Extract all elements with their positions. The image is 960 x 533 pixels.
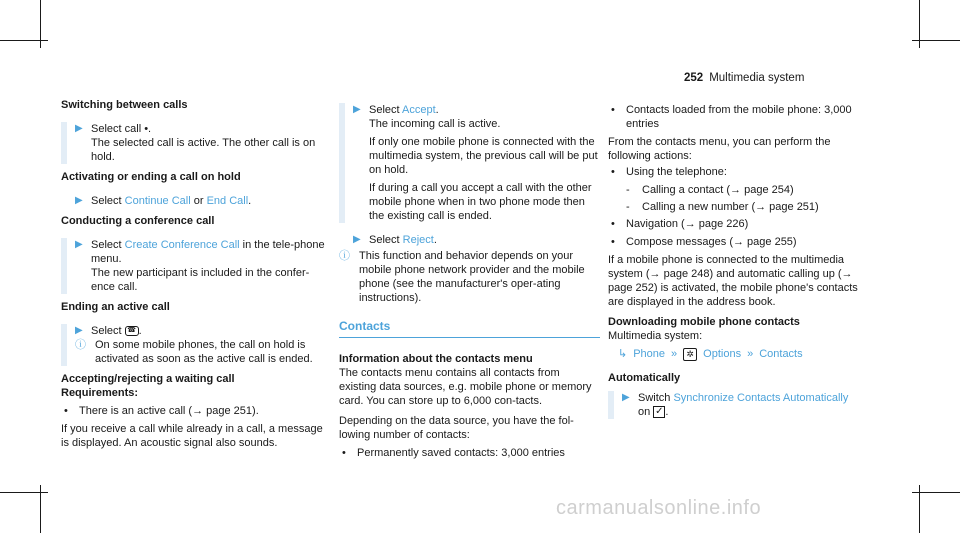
call-number-text: Calling a new number (→ page 251) <box>642 201 819 213</box>
options-menu-link[interactable]: Options <box>703 348 742 360</box>
contacts-menu-link[interactable]: Contacts <box>759 348 803 360</box>
column-left <box>61 98 329 450</box>
column-right <box>608 103 870 425</box>
step-arrow-icon: ▶ <box>353 104 361 115</box>
auto-heading: Automatically <box>608 372 681 384</box>
continue-call-link[interactable]: Continue Call <box>124 195 191 207</box>
list-item <box>339 446 600 460</box>
activating-heading: Activating or ending a call on hold <box>61 171 241 183</box>
waiting-text: If you receive a call while already in a call, a message is displayed. An acoustic signal also sounds. <box>61 423 323 449</box>
conference-prefix: Select <box>91 239 125 251</box>
activating-end: . <box>248 195 252 207</box>
info-heading: Information about the contacts menu <box>339 353 533 365</box>
column-middle <box>339 103 600 464</box>
requirement-text: There is an active call (→ page 251). <box>79 405 259 417</box>
switching-step-text: Select call •. <box>91 123 152 135</box>
ending-step: ▶ Select ☎ . ⓘ On some mobile phones, the call on hold is activated as soon as the active call is ended. <box>61 324 329 366</box>
reject-note: This function and behavior depends on your mobile phone network provider and the mobile phone (see the manufacturer's oper-ating instructions). <box>359 250 585 304</box>
step-arrow-icon: ▶ <box>75 123 83 134</box>
switching-heading: Switching between calls <box>61 99 188 111</box>
checkbox-checked-icon[interactable]: ✓ <box>655 406 664 418</box>
accept-link[interactable]: Accept <box>402 104 436 116</box>
saved-contacts-text: Permanently saved contacts: 3,000 entries <box>357 447 565 459</box>
switch-end: . <box>665 406 669 418</box>
list-item <box>608 235 870 249</box>
step-arrow-icon: ▶ <box>353 234 361 245</box>
step-arrow-icon: ▶ <box>75 325 83 336</box>
end-call-link[interactable]: End Call <box>206 195 249 207</box>
contacts-section-title: Contacts <box>339 319 600 338</box>
step-arrow-icon: ▶ <box>622 392 630 403</box>
activating-or: or <box>190 195 207 207</box>
switch-prefix: Switch <box>638 392 674 404</box>
menu-entry-icon: ↳ <box>618 348 628 360</box>
list-item <box>608 103 870 131</box>
crop-mark <box>0 492 48 493</box>
accept-prefix: Select <box>369 104 403 116</box>
reject-info <box>339 249 600 305</box>
data-source-text: Depending on the data source, you have the fol-lowing number of contacts: <box>339 415 574 441</box>
compose-text: Compose messages (→ page 255) <box>626 236 797 248</box>
telephone-text: Using the telephone: <box>626 166 727 178</box>
navigation-text: Navigation (→ page 226) <box>626 218 749 230</box>
download-heading: Downloading mobile phone contacts <box>608 316 800 328</box>
multimedia-label: Multimedia system: <box>608 330 703 342</box>
list-item <box>608 217 870 231</box>
create-conference-call-link[interactable]: Create Conference Call <box>124 239 240 251</box>
conference-suffix: in the tele-phone menu. <box>91 239 325 265</box>
call-contact-text: Calling a contact (→ page 254) <box>642 184 794 196</box>
accept-step <box>339 103 600 223</box>
actions-text: From the contacts menu, you can perform the following actions: <box>608 136 831 162</box>
step-arrow-icon: ▶ <box>75 195 83 206</box>
bullet-icon: • <box>611 104 615 116</box>
conference-step <box>61 238 329 294</box>
menu-path <box>618 347 870 361</box>
section-title: Multimedia system <box>709 72 805 84</box>
sub-list-item: - Calling a new number (→ page 251) <box>626 201 819 213</box>
switching-step <box>61 122 329 164</box>
accept-note-1: The incoming call is active. <box>369 118 501 130</box>
crop-mark <box>912 492 960 493</box>
reject-link[interactable]: Reject <box>402 234 434 246</box>
reject-end: . <box>433 234 437 246</box>
connected-text: If a mobile phone is connected to the multimedia system (→ page 248) and automatic calling up (→ page 252) is activated, the mobile phone's contacts are displayed in the address book. <box>608 254 858 308</box>
sub-list-item: - Calling a contact (→ page 254) <box>626 184 794 196</box>
requirements-heading: Requirements: <box>61 387 139 399</box>
info-icon: ⓘ <box>75 339 86 351</box>
list-item <box>61 404 329 418</box>
accept-end: . <box>435 104 439 116</box>
crop-mark <box>0 40 48 41</box>
phone-hangup-icon: ☎ <box>125 326 139 336</box>
ending-step-text: Select <box>91 325 122 337</box>
bullet-icon: • <box>611 166 615 178</box>
double-chevron-icon: » <box>747 348 754 360</box>
switch-step <box>608 391 870 419</box>
ending-heading: Ending an active call <box>61 301 170 313</box>
loaded-contacts-text: Contacts loaded from the mobile phone: 3,000 entries <box>626 104 852 130</box>
list-item <box>608 165 870 179</box>
ending-note: On some mobile phones, the call on hold is activated as soon as the active call is ended. <box>95 339 313 365</box>
reject-step <box>339 233 600 247</box>
switching-note: The selected call is active. The other call is on hold. <box>91 137 316 163</box>
page-number: 252 <box>684 72 704 84</box>
info-text: The contacts menu contains all contacts from existing data sources, e.g. mobile phone or memory card. You can store up to 6,000 con-tacts. <box>339 367 592 407</box>
reject-prefix: Select <box>369 234 403 246</box>
phone-menu-link[interactable]: Phone <box>633 348 666 360</box>
conference-note: The new participant is included in the confer-ence call. <box>91 267 310 293</box>
bullet-icon: • <box>611 218 615 230</box>
watermark: carmanualsonline.info <box>556 497 762 519</box>
conference-heading: Conducting a conference call <box>61 215 215 227</box>
activating-step <box>61 194 329 208</box>
bullet-icon: • <box>64 405 68 417</box>
info-icon: ⓘ <box>339 250 350 262</box>
synchronize-contacts-link[interactable]: Synchronize Contacts Automatically <box>673 392 849 404</box>
activating-prefix: Select <box>91 195 125 207</box>
switch-on: on <box>638 406 651 418</box>
double-chevron-icon: » <box>671 348 678 360</box>
accept-note-2: If only one mobile phone is connected with the multimedia system, the previous call will be put on hold. <box>369 136 598 176</box>
bullet-icon: • <box>342 447 346 459</box>
accepting-heading: Accepting/rejecting a waiting call <box>61 373 235 385</box>
page-header <box>684 71 804 85</box>
bullet-icon: • <box>611 236 615 248</box>
options-gear-icon: ✲ <box>683 348 697 361</box>
crop-mark <box>912 40 960 41</box>
step-arrow-icon: ▶ <box>75 239 83 250</box>
accept-note-3: If during a call you accept a call with the other mobile phone when in two phone mode then the existing call is ended. <box>369 182 592 222</box>
